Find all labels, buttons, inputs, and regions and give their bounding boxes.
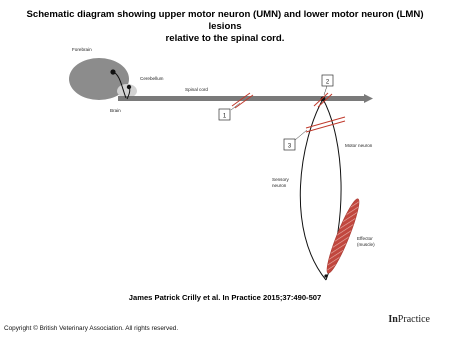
sensory-neuron-label-line1: Sensory [272, 177, 289, 182]
motor-neuron-label: Motor neuron [345, 143, 373, 148]
lesion-3-number: 3 [287, 143, 292, 150]
citation: James Patrick Crilly et al. In Practice 2015;37:490-507 [128, 293, 322, 302]
journal-logo-bold: In [388, 314, 398, 325]
lesion-1-number: 1 [222, 113, 227, 120]
copyright-notice: Copyright © British Veterinary Association. All rights reserved. [4, 325, 179, 332]
cerebellum-label: Cerebellum [140, 76, 164, 81]
forebrain-label: Forebrain [72, 47, 92, 52]
lesion-2-number: 2 [325, 79, 330, 86]
forebrain-neuron-body [110, 69, 115, 74]
brain-label: Brain [110, 108, 121, 113]
lesion-3-leader [295, 130, 307, 140]
spinal-cord-label: Spinal cord [185, 87, 208, 92]
lesion-2-leader [324, 86, 327, 95]
spinal-cord-arrowhead [364, 94, 373, 103]
effector-label-line1: Effector [357, 236, 373, 241]
sensory-neuron-label-line2: neuron [272, 183, 287, 188]
effector-label-line2: (muscle) [357, 242, 375, 247]
figure-title-line2: relative to the spinal cord. [165, 33, 285, 44]
journal-logo [388, 314, 430, 325]
cerebellum-neuron-body [127, 85, 131, 89]
figure-title-line1: Schematic diagram showing upper motor neuron (UMN) and lower motor neuron (LMN) lesions [26, 9, 424, 32]
journal-logo-regular: Practice [397, 314, 430, 325]
sensory-receptor-dot [324, 274, 327, 277]
